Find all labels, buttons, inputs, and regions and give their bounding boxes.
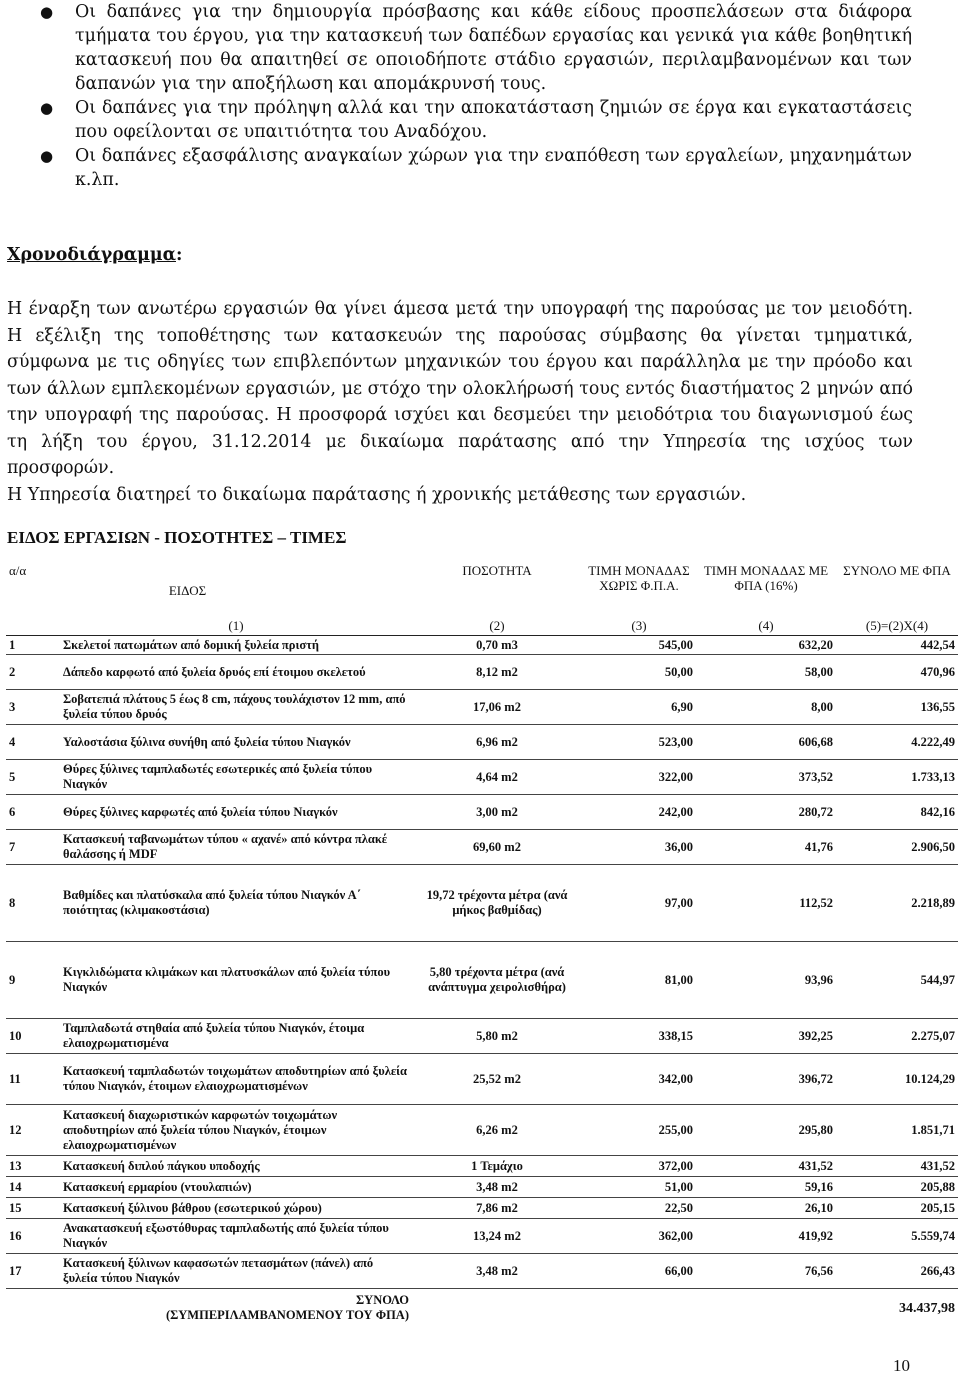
row-quantity: 4,64 m2 [412,760,582,795]
header-timi-xoris: ΤΙΜΗ ΜΟΝΑΔΑΣ ΧΩΡΙΣ Φ.Π.Α. [588,563,690,593]
row-total: 1.733,13 [836,760,958,795]
row-unit-price-vat: 41,76 [696,830,836,865]
total-row [6,1289,958,1328]
row-quantity: 69,60 m2 [412,830,582,865]
row-total: 442,54 [836,636,958,655]
row-total: 2.275,07 [836,1019,958,1054]
row-number: 2 [6,655,60,690]
total-label-line-2: (ΣΥΜΠΕΡΙΛΑΜΒΑΝΟΜΕΝΟΥ ΤΟΥ ΦΠΑ) [165,1308,409,1322]
row-description: Κιγκλιδώματα κλιμάκων και πλατυσκάλων από ξυλεία τύπου Νιαγκόν [60,942,412,1019]
row-unit-price-vat: 76,56 [696,1254,836,1289]
row-quantity: 13,24 m2 [412,1219,582,1254]
table-row [6,1219,958,1254]
row-unit-price-vat: 431,52 [696,1156,836,1177]
row-description: Κατασκευή ταβανωμάτων τύπου « αχανέ» από κόντρα πλακέ θαλάσσης ή MDF [60,830,412,865]
row-total: 544,97 [836,942,958,1019]
row-unit-price: 342,00 [582,1054,696,1105]
row-unit-price: 22,50 [582,1198,696,1219]
header-posotita: ΠΟΣΟΤΗΤΑ [462,563,532,578]
row-unit-price: 66,00 [582,1254,696,1289]
bullet-list [0,0,960,192]
row-description: Σκελετοί πατωμάτων από δομική ξυλεία πριστή [60,636,412,655]
row-number: 5 [6,760,60,795]
table-row [6,1198,958,1219]
row-unit-price: 362,00 [582,1219,696,1254]
row-unit-price-vat: 392,25 [696,1019,836,1054]
table-row [6,636,958,655]
table-header-row [6,563,958,615]
row-total: 842,16 [836,795,958,830]
row-unit-price: 6,90 [582,690,696,725]
bullet-item: ● Οι δαπάνες για την πρόληψη αλλά και την αποκατάσταση ζημιών σε έργα και εγκαταστάσεις που οφείλονται σε υπαιτιότητα του Αναδόχου. [40,98,912,142]
row-total: 1.851,71 [836,1105,958,1156]
row-description: Κατασκευή διπλού πάγκου υποδοχής [60,1156,412,1177]
colnum: (2) [412,615,582,636]
row-quantity: 3,48 m2 [412,1177,582,1198]
row-total: 5.559,74 [836,1219,958,1254]
table-row [6,760,958,795]
row-number: 4 [6,725,60,760]
row-total: 205,88 [836,1177,958,1198]
colnum: (3) [582,615,696,636]
row-total: 10.124,29 [836,1054,958,1105]
table-row [6,725,958,760]
row-description: Κατασκευή ερμαρίου (ντουλαπιών) [60,1177,412,1198]
column-number-row [6,615,958,636]
row-quantity: 3,48 m2 [412,1254,582,1289]
row-quantity: 7,86 m2 [412,1198,582,1219]
table-row [6,655,958,690]
row-quantity: 0,70 m3 [412,636,582,655]
row-total: 2.218,89 [836,865,958,942]
items-table [6,563,958,1327]
row-description: Κατασκευή ξύλινου βάθρου (εσωτερικού χώρου) [60,1198,412,1219]
row-number: 17 [6,1254,60,1289]
schedule-heading: Χρονοδιάγραμμα: [7,245,183,265]
row-unit-price: 372,00 [582,1156,696,1177]
row-total: 4.222,49 [836,725,958,760]
colnum: (5)=(2)Χ(4) [836,615,958,636]
table-row [6,865,958,942]
row-number: 8 [6,865,60,942]
bullet-item: ● Οι δαπάνες εξασφάλισης αναγκαίων χώρων για την εναπόθεση των εργαλείων, μηχανημάτων κ.λπ. [40,146,912,190]
row-unit-price: 338,15 [582,1019,696,1054]
row-number: 11 [6,1054,60,1105]
table-row [6,1156,958,1177]
row-number: 15 [6,1198,60,1219]
table-row [6,942,958,1019]
row-unit-price: 255,00 [582,1105,696,1156]
row-unit-price: 51,00 [582,1177,696,1198]
row-quantity: 6,96 m2 [412,725,582,760]
row-number: 14 [6,1177,60,1198]
row-quantity: 25,52 m2 [412,1054,582,1105]
row-unit-price-vat: 58,00 [696,655,836,690]
row-quantity: 5,80 τρέχοντα μέτρα (ανά ανάπτυγμα χειρολισθήρα) [412,942,582,1019]
row-total: 136,55 [836,690,958,725]
row-unit-price-vat: 396,72 [696,1054,836,1105]
row-unit-price-vat: 26,10 [696,1198,836,1219]
row-unit-price: 36,00 [582,830,696,865]
row-quantity: 19,72 τρέχοντα μέτρα (ανά μήκος βαθμίδας) [412,865,582,942]
row-total: 2.906,50 [836,830,958,865]
row-unit-price: 97,00 [582,865,696,942]
row-unit-price-vat: 632,20 [696,636,836,655]
row-quantity: 17,06 m2 [412,690,582,725]
header-eidos: ΕΙΔΟΣ [168,583,207,598]
header-aa: α/α [9,563,27,578]
schedule-paragraph-2: Η Υπηρεσία διατηρεί το δικαίωμα παράτασης ή χρονικής μετάθεσης των εργασιών. [7,485,747,505]
row-description: Βαθμίδες και πλατύσκαλα από ξυλεία τύπου Νιαγκόν Α΄ ποιότητας (κλιμακοστάσια) [60,865,412,942]
table-row [6,1019,958,1054]
row-number: 16 [6,1219,60,1254]
table-row [6,1105,958,1156]
row-number: 10 [6,1019,60,1054]
bullet-icon: ● [40,147,54,165]
table-row [6,795,958,830]
row-description: Κατασκευή ξύλινων καφασωτών πετασμάτων (πάνελ) από ξυλεία τύπου Νιαγκόν [60,1254,412,1289]
row-number: 7 [6,830,60,865]
table-row [6,1177,958,1198]
row-unit-price: 242,00 [582,795,696,830]
row-unit-price-vat: 8,00 [696,690,836,725]
row-description: Θύρες ξύλινες καρφωτές από ξυλεία τύπου Νιαγκόν [60,795,412,830]
row-quantity: 5,80 m2 [412,1019,582,1054]
row-number: 3 [6,690,60,725]
row-unit-price: 545,00 [582,636,696,655]
row-quantity: 8,12 m2 [412,655,582,690]
row-total: 431,52 [836,1156,958,1177]
header-timi-me: ΤΙΜΗ ΜΟΝΑΔΑΣ ΜΕ ΦΠΑ (16%) [703,563,829,593]
row-description: Δάπεδο καρφωτό από ξυλεία δρυός επί έτοιμου σκελετού [60,655,412,690]
schedule-paragraph: Η έναρξη των ανωτέρω εργασιών θα γίνει άμεσα μετά την υπογραφή της παρούσας με τον μειοδότη. Η εξέλιξη της τοποθέτησης των κατασκευών της παρούσας σύμβασης θα γίνεται τμηματικά, σύμφωνα με τις οδηγίες των επιβλεπόντων μηχανικών του έργου και παράλληλα με την πρόοδο και των άλλων εμπλεκομένων εργασιών, με στόχο την ολοκλήρωσή τους εντός διαστήματος 2 μηνών από την υπογραφή της παρούσας. Η προσφορά ισχύει και δεσμεύει την μειοδότρια του διαγωνισμού έως τη λήξη του έργου, 31.12.2014 με δικαίωμα παράτασης από την Υπηρεσία της ισχύος των προσφορών. [7,299,913,478]
row-unit-price-vat: 295,80 [696,1105,836,1156]
table-row [6,1254,958,1289]
total-label [60,1289,412,1328]
row-description: Κατασκευή διαχωριστικών καρφωτών τοιχωμάτων αποδυτηρίων από ξυλεία τύπου Νιαγκόν, έτοιμων ελαιοχρωματισμένων [60,1105,412,1156]
row-number: 9 [6,942,60,1019]
row-unit-price-vat: 280,72 [696,795,836,830]
row-number: 1 [6,636,60,655]
colnum: (4) [696,615,836,636]
header-synolo: ΣΥΝΟΛΟ ΜΕ ΦΠΑ [843,563,951,578]
colnum: (1) [60,615,412,636]
bullet-icon: ● [40,3,54,21]
row-total: 205,15 [836,1198,958,1219]
row-unit-price-vat: 112,52 [696,865,836,942]
row-unit-price: 523,00 [582,725,696,760]
row-unit-price-vat: 59,16 [696,1177,836,1198]
row-description: Θύρες ξύλινες ταμπλαδωτές εσωτερικές από ξυλεία τύπου Νιαγκόν [60,760,412,795]
row-unit-price-vat: 93,96 [696,942,836,1019]
row-unit-price-vat: 373,52 [696,760,836,795]
row-number: 13 [6,1156,60,1177]
row-description: Υαλοστάσια ξύλινα συνήθη από ξυλεία τύπου Νιαγκόν [60,725,412,760]
row-quantity: 3,00 m2 [412,795,582,830]
row-unit-price: 50,00 [582,655,696,690]
row-quantity: 1 Τεμάχιο [412,1156,582,1177]
total-label-line-1: ΣΥΝΟΛΟ [356,1293,409,1307]
row-total: 266,43 [836,1254,958,1289]
row-description: Κατασκευή ταμπλαδωτών τοιχωμάτων αποδυτηρίων από ξυλεία τύπου Νιαγκόν, έτοιμων ελαιοχρωματισμένων [60,1054,412,1105]
row-description: Ανακατασκευή εξωστόθυρας ταμπλαδωτής από ξυλεία τύπου Νιαγκόν [60,1219,412,1254]
row-unit-price-vat: 606,68 [696,725,836,760]
row-description: Σοβατεπιά πλάτους 5 έως 8 cm, πάχους τουλάχιστον 12 mm, από ξυλεία τύπου δρυός [60,690,412,725]
row-quantity: 6,26 m2 [412,1105,582,1156]
row-unit-price-vat: 419,92 [696,1219,836,1254]
row-description: Ταμπλαδωτά στηθαία από ξυλεία τύπου Νιαγκόν, έτοιμα ελαιοχρωματισμένα [60,1019,412,1054]
table-row [6,830,958,865]
row-unit-price: 322,00 [582,760,696,795]
table-row [6,690,958,725]
table-title: ΕΙΔΟΣ ΕΡΓΑΣΙΩΝ - ΠΟΣΟΤΗΤΕΣ – ΤΙΜΕΣ [7,528,347,547]
row-number: 12 [6,1105,60,1156]
row-total: 470,96 [836,655,958,690]
row-unit-price: 81,00 [582,942,696,1019]
page-number: 10 [893,1356,910,1375]
total-value: 34.437,98 [899,1300,955,1316]
bullet-icon: ● [40,99,54,117]
row-number: 6 [6,795,60,830]
bullet-item: ● Οι δαπάνες για την δημιουργία πρόσβασης και κάθε είδους προσπελάσεων στα διάφορα τμήματα του έργου, για την κατασκευή των δαπέδων εργασίας και γενικά για κάθε βοηθητική κατασκευή που θα απαιτηθεί σε οποιοδήποτε στάδιο εργασιών, περιλαμβανομένων και των δαπανών για την αποξήλωση και απομάκρυνσή τους. [40,2,912,94]
table-row [6,1054,958,1105]
